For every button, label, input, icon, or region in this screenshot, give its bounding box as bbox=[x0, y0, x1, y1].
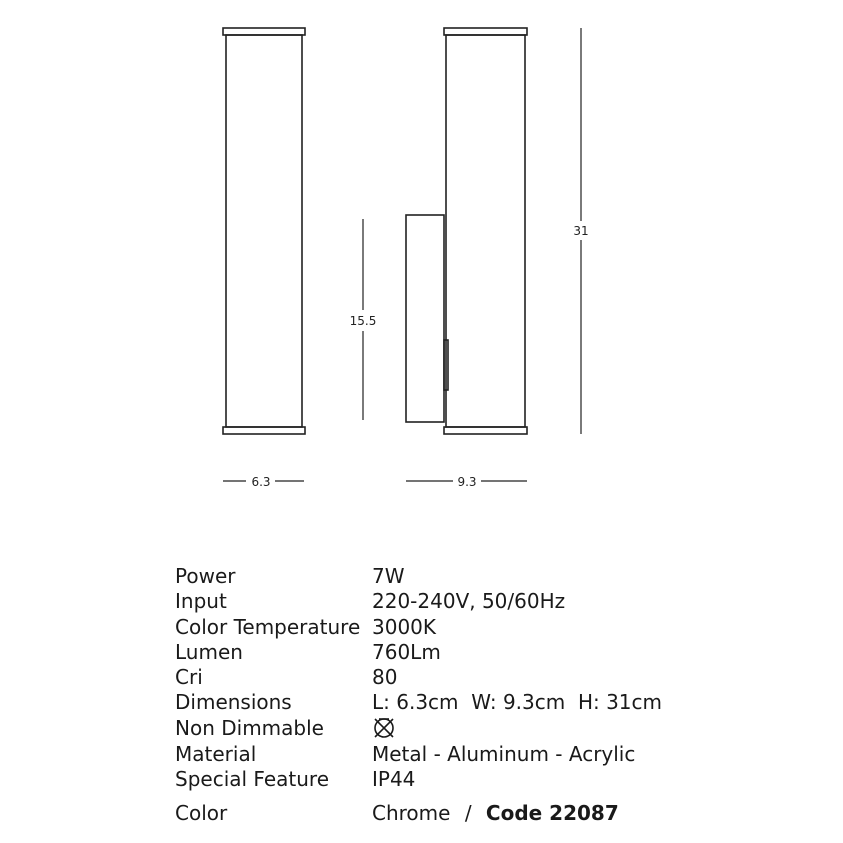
non-dimmable-icon bbox=[372, 716, 396, 740]
spec-value: L: 6.3cm W: 9.3cm H: 31cm bbox=[372, 690, 662, 715]
spec-label: Color Temperature bbox=[175, 614, 361, 639]
spec-value: 80 bbox=[372, 665, 398, 690]
side-body bbox=[446, 35, 525, 427]
spec-row-cri bbox=[175, 665, 775, 690]
spec-value: 760Lm bbox=[372, 639, 441, 664]
spec-value: Metal - Aluminum - Acrylic bbox=[372, 742, 636, 767]
dim-label-front-width: 6.3 bbox=[251, 475, 271, 489]
spec-row-special-feature bbox=[175, 767, 775, 792]
side-bottom-cap bbox=[444, 427, 527, 434]
spec-row-dimensions bbox=[175, 690, 775, 715]
spec-row-input bbox=[175, 589, 775, 614]
spec-row-non-dimmable bbox=[175, 716, 775, 742]
dim-label-total-height: 31 bbox=[573, 224, 589, 238]
dim-label-bracket-height: 15.5 bbox=[349, 314, 377, 328]
spec-row-lumen bbox=[175, 640, 775, 665]
front-bottom-cap bbox=[223, 427, 305, 434]
side-view bbox=[406, 28, 527, 434]
spec-row-material bbox=[175, 742, 775, 767]
dimension-lines bbox=[223, 28, 581, 481]
spec-label: Color bbox=[175, 800, 228, 825]
color-separator: / bbox=[464, 800, 472, 825]
front-top-cap bbox=[223, 28, 305, 35]
dim-label-side-width: 9.3 bbox=[457, 475, 477, 489]
front-body bbox=[226, 35, 302, 427]
spec-value: 3000K bbox=[372, 614, 437, 639]
spec-label: Power bbox=[175, 564, 236, 588]
spec-label: Cri bbox=[175, 665, 203, 690]
spec-value: 220-240V, 50/60Hz bbox=[372, 589, 566, 614]
spec-label: Dimensions bbox=[175, 690, 292, 715]
spec-label: Material bbox=[175, 742, 257, 767]
spec-value: 7W bbox=[372, 564, 405, 588]
side-top-cap bbox=[444, 28, 527, 35]
spec-label: Non Dimmable bbox=[175, 715, 324, 740]
front-view bbox=[223, 28, 305, 434]
spec-label: Input bbox=[175, 589, 227, 614]
spec-value: IP44 bbox=[372, 767, 416, 792]
spec-label: Special Feature bbox=[175, 767, 329, 792]
spec-table bbox=[175, 564, 775, 826]
spec-row-power bbox=[175, 564, 775, 589]
color-value: Chrome bbox=[372, 800, 451, 825]
wall-bracket bbox=[406, 215, 444, 422]
spec-label: Lumen bbox=[175, 639, 243, 664]
spec-row-color-temperature bbox=[175, 615, 775, 640]
product-code: Code 22087 bbox=[485, 800, 619, 825]
spec-row-color bbox=[175, 801, 775, 826]
